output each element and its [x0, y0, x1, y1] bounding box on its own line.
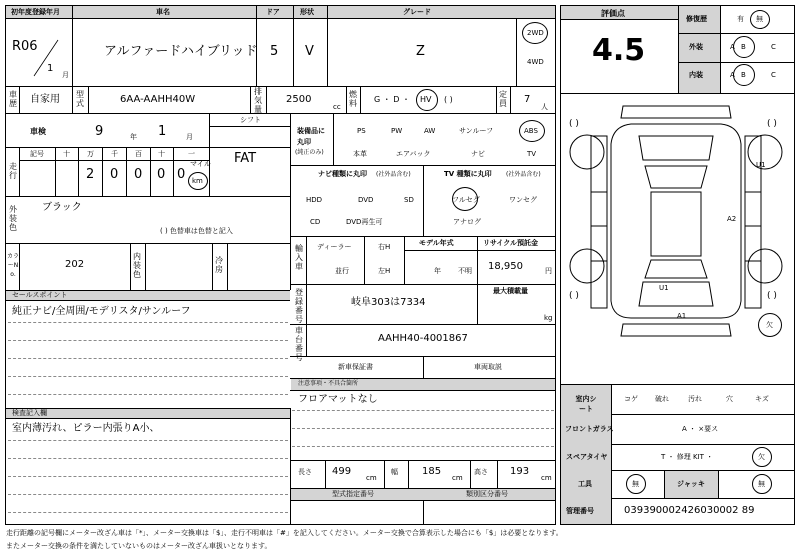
digit-header-5: 十	[158, 150, 165, 158]
nav-type-sub: (社外品含む)	[376, 171, 411, 178]
length-label: 長さ	[298, 468, 312, 476]
car-rear-glass	[645, 260, 707, 278]
height-value: 193	[510, 466, 530, 477]
equip-ps: PS	[357, 127, 366, 135]
management-number: 039390002426030002 89	[624, 505, 755, 516]
spare-tire-label: スペアタイヤ	[566, 453, 608, 461]
drive-2wd: 2WD	[527, 29, 544, 37]
equipment-label-2: 丸印	[297, 138, 311, 146]
jack-value: 無	[758, 480, 765, 488]
repair-yes: 有	[737, 15, 744, 23]
nav-type-label: ナビ種類に丸印	[318, 170, 367, 178]
shift-label: シフト	[240, 116, 261, 124]
sheet-item-scratch: キズ	[755, 395, 769, 403]
kg-unit: kg	[544, 314, 553, 322]
wheel-rear-right	[748, 249, 782, 283]
diagram-mark-a1: A1	[677, 312, 687, 320]
svg-text:( ): ( )	[569, 291, 579, 301]
nav-dvd: DVD	[358, 196, 374, 204]
equipment-label-3: (純正のみ)	[295, 149, 324, 156]
model-label: 型式	[76, 90, 84, 108]
first-reg-month: 1	[47, 63, 54, 74]
import-parallel: 並行	[335, 267, 349, 275]
width-unit: cm	[452, 474, 463, 482]
sheet-item-hole: 穴	[726, 395, 733, 403]
equip-aw: AW	[424, 127, 436, 135]
model-year-unknown: 不明	[458, 267, 472, 275]
inspection-year: 9	[95, 124, 104, 139]
sales-point-label: セールスポイント	[12, 291, 68, 299]
body-shape: V	[305, 44, 314, 59]
model-year-label: モデル年式	[419, 239, 454, 247]
equip-sunroof: サンルーフ	[459, 127, 494, 135]
car-name: アルファードハイブリッド	[104, 44, 258, 59]
drive-4wd: 4WD	[527, 58, 544, 66]
car-top-outline	[611, 124, 741, 318]
svg-text:( ): ( )	[569, 119, 579, 129]
new-warranty: 新車保証書	[338, 363, 373, 371]
interior-grade-a: A	[730, 71, 735, 79]
equipment-label-1: 装備品に	[297, 127, 325, 135]
mileage-digit: 0	[110, 167, 119, 182]
equip-abs: ABS	[524, 127, 538, 135]
person-unit: 人	[541, 103, 548, 111]
km-label: km	[192, 177, 203, 185]
digit-header-2: 万	[87, 150, 94, 158]
vehicle-manual: 車両取説	[474, 363, 502, 371]
ac-label: 冷房	[215, 256, 223, 274]
nav-sd: SD	[404, 196, 414, 204]
car-name-label: 車名	[156, 8, 170, 16]
car-windshield	[645, 166, 707, 188]
first-reg-label: 初年度登録年月	[11, 8, 60, 16]
plate-label: 登録番号	[295, 288, 303, 324]
import-dealer: ディーラー	[317, 243, 352, 251]
sales-point-text: 純正ナビ/全周囲/モデリスタ/サンルーフ	[12, 306, 191, 317]
windshield-value: A ・ ×要ス	[682, 425, 719, 433]
car-rear-bumper	[621, 324, 731, 336]
tools-label: 工具	[578, 480, 592, 488]
diagram-mark-u1-bottom: U1	[659, 284, 669, 292]
equip-nav: ナビ	[471, 150, 485, 158]
exterior-color-label: 外装色	[9, 205, 17, 232]
mileage-digit: 0	[134, 167, 143, 182]
import-right-h: 右H	[378, 243, 391, 251]
repair-label: 修復歴	[686, 15, 707, 23]
mileage-digit: 0	[157, 167, 166, 182]
cc-unit: cc	[333, 103, 341, 111]
digit-header-6: 一	[188, 150, 195, 158]
fuel-label: 燃料	[349, 90, 357, 108]
car-hood	[639, 136, 713, 160]
diagram-mark-missing: 欠	[766, 321, 773, 329]
inspection-label: 車検	[30, 127, 46, 136]
digit-header-0: 記号	[30, 150, 44, 158]
interior-grade-label: 内装	[689, 71, 703, 79]
capacity-value: 7	[524, 94, 531, 105]
shift-value: FAT	[234, 151, 257, 166]
car-trunk	[639, 282, 713, 306]
diagram-mark-u1-top: U1	[756, 161, 766, 169]
shape-label: 形状	[300, 8, 314, 16]
interior-grade-c: C	[771, 71, 776, 79]
exterior-color-value: ブラック	[42, 202, 82, 213]
import-label: 輸入車	[295, 244, 303, 271]
color-no-value: 202	[65, 259, 85, 270]
spare-tire-value: T ・ 修理 KIT ・	[661, 453, 714, 461]
fuel-paren: ( )	[444, 95, 453, 104]
recycle-amount: 18,950	[488, 261, 523, 272]
month-unit: 月	[62, 71, 69, 79]
footer-note-1: 走行距離の記号欄にメーター改ざん車は「*」、メーター交換車は「$」、走行不明車は「#」を記入してください。メーター交換で合算表示した場合にも「$」は必要となります。	[6, 529, 563, 537]
exterior-grade-b: B	[741, 43, 746, 51]
inspector-label: 検査記入欄	[12, 409, 47, 417]
tv-analog: アナログ	[453, 218, 481, 226]
svg-text:( ): ( )	[767, 291, 777, 301]
sheet-item-burn: コゲ	[624, 395, 638, 403]
chassis-label: 車台番号	[295, 326, 303, 362]
nav-dvd-play: DVD再生可	[346, 218, 383, 226]
grade-label: グレード	[403, 8, 431, 16]
sheet-item-dirt: 汚れ	[688, 395, 702, 403]
mileage-label: 走行	[9, 162, 17, 180]
mileage-digit: 2	[86, 167, 95, 182]
capacity-label: 定員	[499, 90, 507, 108]
score-value: 4.5	[592, 33, 646, 68]
inspection-month-unit: 月	[186, 133, 193, 141]
tv-oneseg: ワンセグ	[509, 196, 537, 204]
jack-label: ジャッキ	[677, 480, 705, 488]
fuel-hv: HV	[420, 95, 432, 104]
score-label: 評価点	[601, 9, 625, 18]
spare-missing: 欠	[758, 453, 765, 461]
main-sheet-frame	[5, 5, 556, 525]
length-unit: cm	[366, 474, 377, 482]
length-value: 499	[332, 466, 352, 477]
tools-value: 無	[632, 480, 639, 488]
footer-note-2: またメーター交換の条件を満たしていないものはメーター改ざん車扱いとなります。	[6, 542, 272, 550]
interior-grade-b: B	[741, 71, 746, 79]
door-label: ドア	[266, 8, 280, 16]
mile-label: マイル	[190, 160, 211, 168]
first-reg-slash	[30, 38, 60, 78]
grade-value: Z	[416, 44, 425, 59]
fuel-options: G ・ D ・	[374, 95, 410, 104]
sheet-item-tear: 破れ	[655, 395, 669, 403]
height-unit: cm	[541, 474, 552, 482]
sheet-label: 室内シート	[575, 395, 597, 413]
yen-unit: 円	[545, 267, 552, 275]
tv-type-label: TV 種類に丸印	[444, 170, 492, 178]
tv-fullseg: フルセグ	[452, 196, 480, 204]
exterior-grade-c: C	[771, 43, 776, 51]
equip-tv: TV	[527, 150, 537, 158]
type-no-label: 型式指定番号	[332, 490, 374, 498]
notes-label: 注意事項・不具合箇所	[298, 380, 359, 387]
exterior-grade-label: 外装	[689, 43, 703, 51]
usage-value: 自家用	[30, 94, 60, 105]
wheel-rear-left	[570, 249, 604, 283]
displacement-value: 2500	[286, 94, 312, 105]
management-label: 管理番号	[566, 507, 594, 515]
plate-value: 岐阜303は7334	[351, 297, 426, 308]
wheel-front-left	[570, 135, 604, 169]
height-label: 高さ	[474, 468, 488, 476]
inspection-year-unit: 年	[130, 133, 137, 141]
inspector-text: 室内薄汚れ、ピラー内張りA小、	[12, 423, 160, 434]
exterior-grade-a: A	[730, 43, 735, 51]
nav-cd: CD	[310, 218, 321, 226]
digit-header-1: 十	[63, 150, 70, 158]
chassis-value: AAHH40-4001867	[378, 333, 468, 344]
diagram-mark-a2: A2	[727, 215, 737, 223]
width-value: 185	[422, 466, 442, 477]
history-label: 車歴	[9, 90, 17, 108]
digit-header-3: 千	[111, 150, 118, 158]
tv-type-sub: (社外品含む)	[506, 171, 541, 178]
svg-text:( ): ( )	[767, 119, 777, 129]
model-year-unit: 年	[434, 267, 441, 275]
car-roof	[651, 192, 701, 256]
color-no-label: カラーNo.	[7, 253, 20, 278]
import-left-h: 左H	[378, 267, 391, 275]
door-count: 5	[270, 44, 279, 59]
mileage-digit: 0	[177, 167, 186, 182]
model-value: 6AA-AAHH40W	[120, 94, 196, 105]
displacement-label: 排気量	[254, 87, 262, 114]
equip-leather: 本革	[353, 150, 367, 158]
nav-hdd: HDD	[306, 196, 323, 204]
interior-color-label: 内装色	[133, 252, 141, 279]
notes-value: フロアマットなし	[298, 394, 378, 405]
car-body-diagram	[561, 96, 793, 382]
equip-airbag: エアバック	[396, 150, 431, 158]
car-front-bumper	[621, 106, 731, 118]
equip-pw: PW	[391, 127, 403, 135]
width-label: 幅	[391, 468, 398, 476]
windshield-label: フロントガラス	[565, 425, 614, 433]
category-no-label: 類別区分番号	[466, 490, 508, 498]
repair-none: 無	[756, 15, 763, 23]
max-load-label: 最大積載量	[493, 287, 528, 295]
recycle-label: リサイクル預託金	[483, 239, 539, 247]
inspection-month: 1	[158, 124, 167, 139]
digit-header-4: 百	[135, 150, 142, 158]
color-change-note: ( ) 色替車は色替と記入	[160, 227, 233, 235]
first-reg-year: R06	[12, 39, 38, 54]
